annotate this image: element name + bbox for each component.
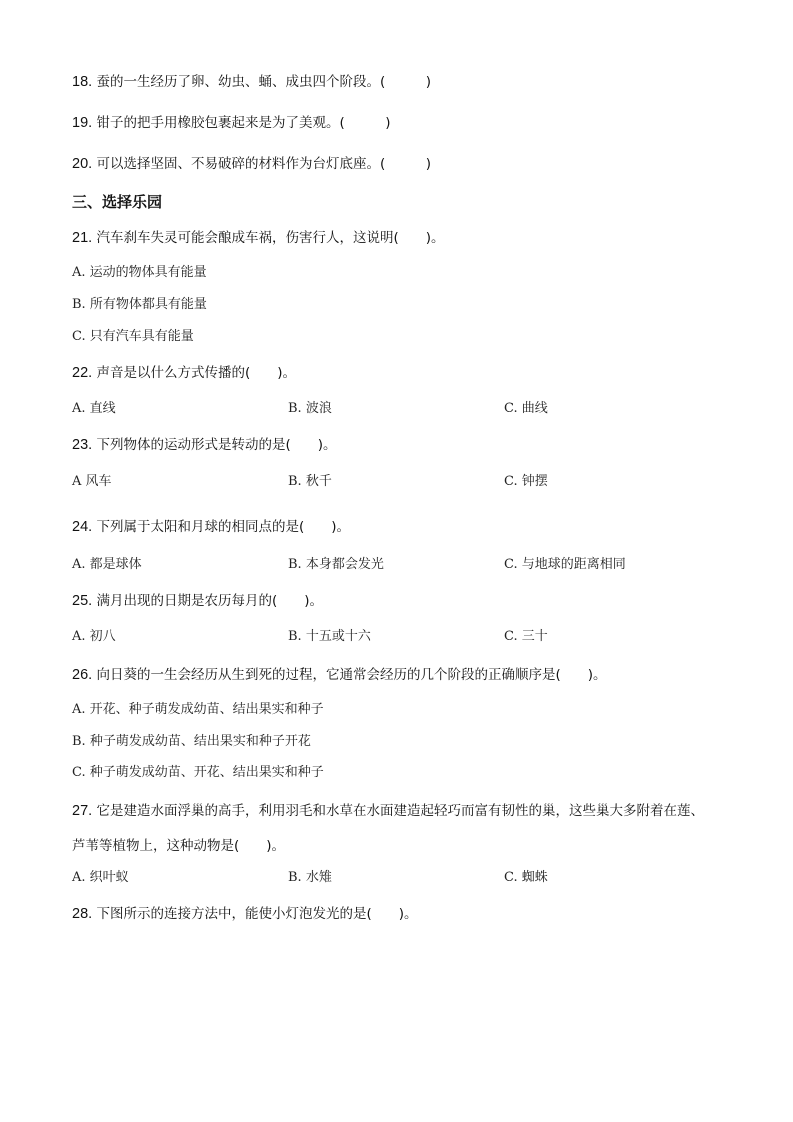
- option-a: A. 织叶蚁: [72, 870, 129, 885]
- question-19: [72, 114, 391, 132]
- question-23: [72, 436, 337, 454]
- option-b: B. 种子萌发成幼苗、结出果实和种子开花: [72, 734, 311, 749]
- question-text: 钳子的把手用橡胶包裹起来是为了美观。( ): [96, 115, 391, 131]
- option-c: C. 钟摆: [504, 474, 548, 489]
- option-a: A. 初八: [72, 629, 116, 644]
- question-text: 向日葵的一生会经历从生到死的过程，它通常会经历的几个阶段的正确顺序是( )。: [96, 667, 607, 683]
- question-26: [72, 666, 607, 684]
- question-number: 21.: [72, 230, 93, 246]
- option-b: B. 本身都会发光: [288, 557, 384, 572]
- option-a: A 风车: [72, 474, 112, 489]
- question-text: 它是建造水面浮巢的高手，利用羽毛和水草在水面建造起轻巧而富有韧性的巢，这些巢大多附着在莲、: [96, 803, 704, 819]
- question-22: [72, 364, 296, 382]
- question-number: 25.: [72, 593, 93, 609]
- option-a: A. 运动的物体具有能量: [72, 265, 207, 280]
- option-a: A. 直线: [72, 401, 116, 416]
- question-25: [72, 592, 323, 610]
- question-24: [72, 518, 350, 536]
- question-text: 下列物体的运动形式是转动的是( )。: [96, 437, 337, 453]
- question-text: 蚕的一生经历了卵、幼虫、蛹、成虫四个阶段。( ): [96, 74, 432, 90]
- question-number: 24.: [72, 519, 93, 535]
- question-number: 23.: [72, 437, 93, 453]
- question-number: 19.: [72, 115, 93, 131]
- option-c: C. 蜘蛛: [504, 870, 548, 885]
- question-text: 下列属于太阳和月球的相同点的是( )。: [96, 519, 351, 535]
- question-text: 汽车刹车失灵可能会酿成车祸，伤害行人，这说明( )。: [96, 230, 445, 246]
- question-text: 下图所示的连接方法中，能使小灯泡发光的是( )。: [96, 906, 418, 922]
- question-27-continued: 芦苇等植物上，这种动物是( )。: [72, 838, 286, 854]
- option-b: B. 所有物体都具有能量: [72, 297, 207, 312]
- option-a: A. 开花、种子萌发成幼苗、结出果实和种子: [72, 702, 324, 717]
- option-b: B. 水雉: [288, 870, 332, 885]
- section-title: 三、选择乐园: [72, 193, 163, 211]
- question-18: [72, 73, 431, 91]
- question-20: [72, 155, 431, 173]
- option-a: A. 都是球体: [72, 557, 142, 572]
- option-c: C. 只有汽车具有能量: [72, 329, 194, 344]
- option-c: C. 与地球的距离相同: [504, 557, 626, 572]
- option-b: B. 十五或十六: [288, 629, 371, 644]
- question-number: 18.: [72, 74, 93, 90]
- question-number: 22.: [72, 365, 93, 381]
- question-28: [72, 905, 418, 923]
- question-text: 满月出现的日期是农历每月的( )。: [96, 593, 324, 609]
- option-b: B. 波浪: [288, 401, 332, 416]
- question-number: 26.: [72, 667, 93, 683]
- option-b: B. 秋千: [288, 474, 332, 489]
- option-c: C. 曲线: [504, 401, 548, 416]
- question-21: [72, 229, 445, 247]
- question-number: 20.: [72, 156, 93, 172]
- question-number: 27.: [72, 803, 93, 819]
- question-number: 28.: [72, 906, 93, 922]
- question-text: 声音是以什么方式传播的( )。: [96, 365, 297, 381]
- question-27: [72, 802, 704, 820]
- option-c: C. 种子萌发成幼苗、开花、结出果实和种子: [72, 765, 324, 780]
- option-c: C. 三十: [504, 629, 548, 644]
- question-text: 可以选择坚固、不易破碎的材料作为台灯底座。( ): [96, 156, 432, 172]
